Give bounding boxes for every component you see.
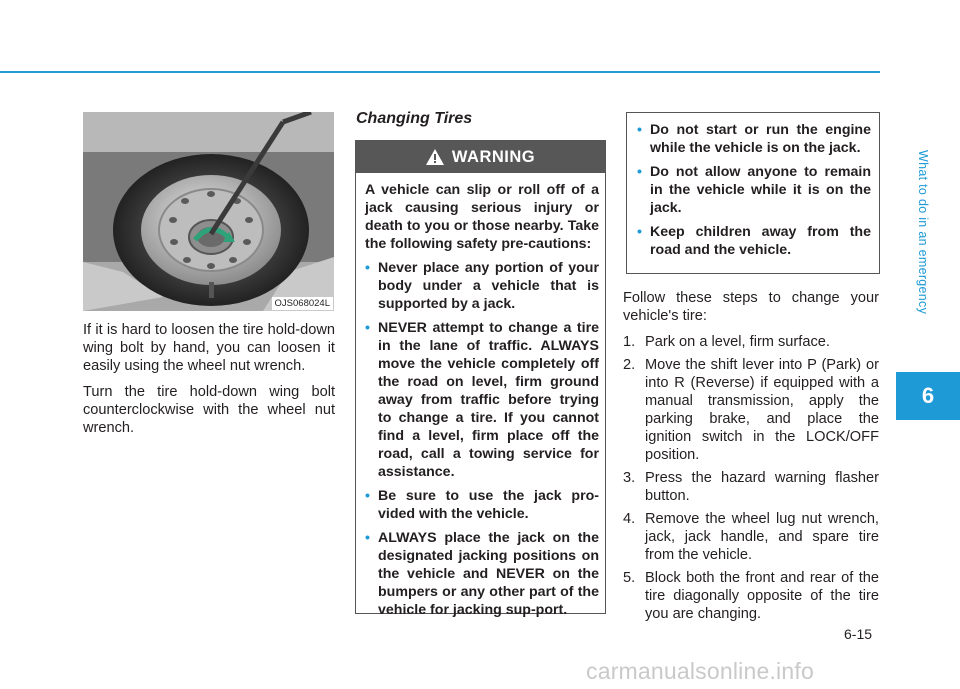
bullet-icon: • (365, 530, 370, 546)
column-1-text (83, 321, 335, 445)
spare-tire-photo (83, 112, 334, 311)
warning-bullet: • Keep children away from the road and the vehicle. (637, 224, 871, 258)
warning-bullet: • Do not start or run the engine while the vehicle is on the jack. (637, 122, 871, 156)
header-rule (0, 71, 880, 73)
steps-intro: Follow these steps to change your vehicle's tire: (623, 290, 879, 324)
bullet-icon: • (365, 320, 370, 336)
watermark-link[interactable]: carmanualsonline.info (586, 658, 814, 684)
column-3-text (623, 289, 879, 628)
bullet-icon: • (637, 122, 642, 138)
chapter-number-tab: 6 (896, 372, 960, 420)
page-number: 6-15 (844, 626, 873, 642)
warning-triangle-icon (426, 149, 444, 165)
paragraph: If it is hard to loosen the tire hold-down wing bolt by hand, you can loosen it easily using the wheel nut wrench. (83, 322, 335, 374)
step-item: 4. Remove the wheel lug nut wrench, jack, jack handle, and spare tire from the vehicle. (623, 511, 879, 563)
step-item: 1. Park on a level, firm surface. (623, 334, 830, 350)
step-item: 3. Press the hazard warning flasher button. (623, 470, 879, 504)
paragraph: Turn the tire hold-down wing bolt counterclockwise with the wheel nut wrench. (83, 384, 335, 436)
section-heading: Changing Tires (356, 110, 473, 127)
bullet-icon: • (637, 224, 642, 240)
steps-list (623, 333, 879, 623)
figure-code: OJS068024L (272, 297, 333, 310)
section-title-vertical: What to do in an emergency (916, 150, 930, 315)
step-item: 5. Block both the front and rear of the tire diagonally opposite of the tire you are changing. (623, 570, 879, 622)
warning-box (355, 140, 606, 618)
warning-bullet: • Do not allow anyone to remain in the vehicle while it is on the jack. (637, 164, 871, 216)
warning-intro: A vehicle can slip or roll off of a jack causing serious injury or death to you or those nearby. Take the following safety pre-cautions: (365, 182, 599, 252)
bullet-icon: • (637, 164, 642, 180)
warning-bullets (365, 259, 599, 619)
warning-bullet: • NEVER attempt to change a tire in the lane of traffic. ALWAYS move the vehicle completely off the road on level, firm ground away from traffic before trying to change a tire. If you cannot find a level, firm place off the road, call a towing service for assistance. (365, 320, 599, 480)
warning-bullet: • Be sure to use the jack pro-vided with the vehicle. (365, 488, 599, 522)
spare-tire-illustration (83, 112, 334, 311)
warning-bullets-continued (627, 113, 879, 259)
warning-bullet: • ALWAYS place the jack on the designated jacking positions on the vehicle and NEVER on the bumpers or any other part of the vehicle for jacking sup-port. (365, 530, 599, 618)
bullet-icon: • (365, 488, 370, 504)
warning-label: WARNING (451, 147, 536, 166)
warning-box-continued (626, 112, 880, 274)
bullet-icon: • (365, 260, 370, 276)
warning-header (356, 141, 605, 173)
step-item: 2. Move the shift lever into P (Park) or into R (Reverse) if equipped with a manual transmission, apply the parking brake, and place the ignition switch in the LOCK/OFF position. (623, 357, 879, 463)
warning-bullet: • Never place any portion of your body under a vehicle that is supported by a jack. (365, 260, 599, 312)
